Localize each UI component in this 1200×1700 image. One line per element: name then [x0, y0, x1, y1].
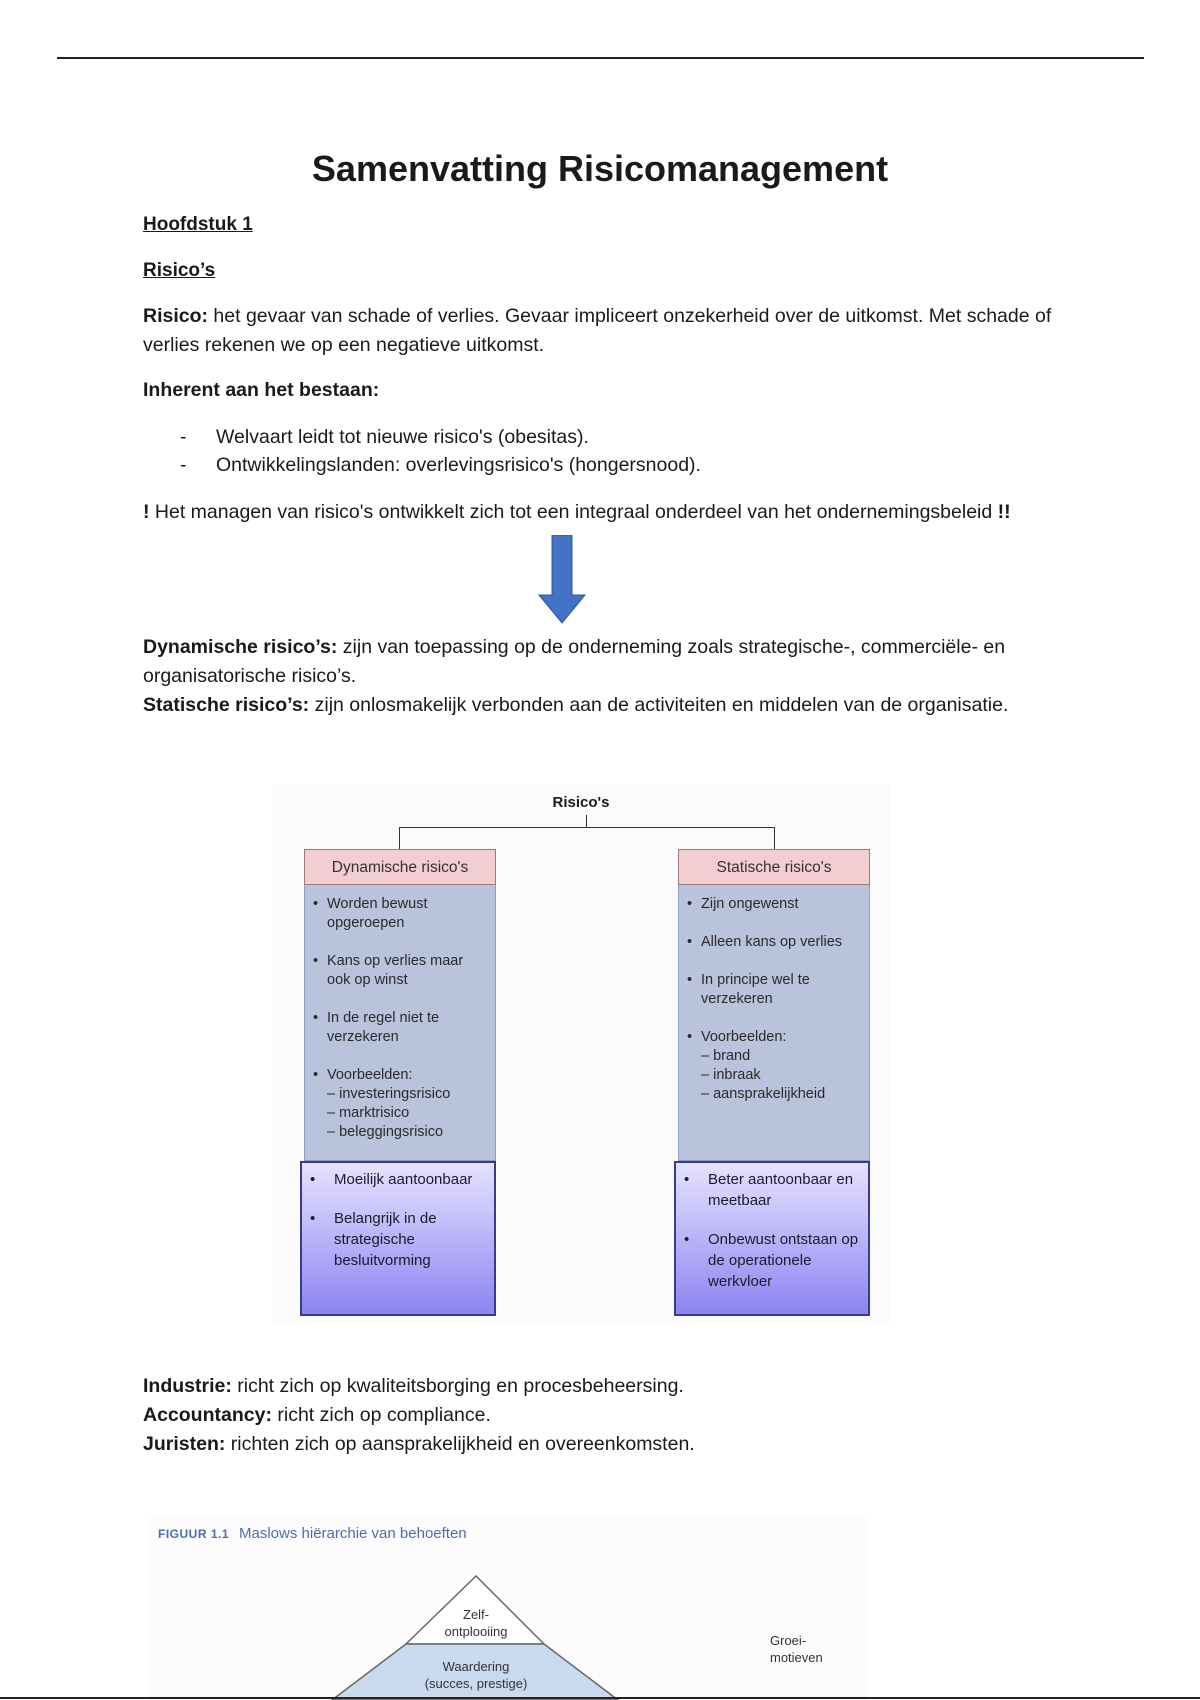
down-arrow-icon — [537, 535, 587, 625]
connector-line — [774, 827, 775, 849]
item-text: Belangrijk in de strategische besluitvorming — [334, 1210, 437, 1269]
static-body — [678, 885, 870, 1161]
list-item — [313, 1009, 487, 1047]
tier-esteem: Waardering (succes, prestige) — [424, 1659, 528, 1691]
focus-term: Juristen: — [143, 1433, 226, 1455]
item-text: Kans op verlies maar ook op winst — [327, 953, 464, 988]
list-item — [310, 1208, 486, 1271]
list-item — [687, 933, 861, 952]
bullet: • — [313, 896, 319, 912]
connector-line — [399, 827, 775, 828]
item-text: In de regel niet te verzekeren — [327, 1010, 440, 1045]
list-item-text: Ontwikkelingslanden: overlevingsrisico's (hongersnood). — [216, 454, 701, 476]
page-title: Samenvatting Risicomanagement — [311, 148, 889, 189]
bullet: • — [684, 1231, 690, 1248]
connector-line — [586, 815, 587, 827]
item-text: Beter aantoonbaar en meetbaar — [708, 1171, 854, 1209]
list-item — [310, 1169, 486, 1190]
list-item — [687, 971, 861, 1009]
item-text: Alleen kans op verlies — [701, 934, 843, 950]
bullet: • — [687, 896, 693, 912]
bullet: • — [687, 1029, 693, 1045]
list-item — [313, 1066, 487, 1142]
header-rule — [57, 57, 1144, 59]
dynamic-extra — [300, 1161, 496, 1316]
item-text: Worden bewust opgeroepen — [327, 896, 428, 931]
bullet: • — [687, 972, 693, 988]
item-text: Zijn ongewenst — [701, 896, 799, 912]
bullet-dash: - — [180, 454, 187, 476]
list-item — [313, 952, 487, 990]
focus-text: richten zich op aansprakelijkheid en overeenkomsten. — [225, 1433, 695, 1455]
bullet: • — [313, 953, 319, 969]
focus-term: Industrie: — [143, 1375, 232, 1397]
inherent-list — [180, 423, 701, 479]
statement-suffix: !! — [997, 501, 1011, 523]
bullet: • — [310, 1210, 316, 1227]
dynamic-text: zijn van toepassing op de onderneming zoals strategische-, commerciële- en organisatorische risico’s. — [143, 636, 1006, 687]
list-item-text: Welvaart leidt tot nieuwe risico's (obesitas). — [216, 426, 589, 448]
bullet: • — [684, 1171, 690, 1188]
dynamic-term: Dynamische risico’s: — [143, 636, 338, 658]
static-text: zijn onlosmakelijk verbonden aan de activiteiten en middelen van de organisatie. — [309, 694, 1009, 716]
focus-industry — [143, 1372, 1083, 1401]
statement-text: Het managen van risico's ontwikkelt zich tot een integraal onderdeel van het ondernemingsbeleid — [149, 501, 998, 523]
focus-text: richt zich op compliance. — [271, 1404, 491, 1426]
bullet-dash: - — [180, 426, 187, 448]
dynamic-header: Dynamische risico's — [304, 849, 496, 885]
statement-prefix: ! — [143, 501, 150, 523]
dynamic-definition — [143, 633, 1083, 691]
list-item — [684, 1229, 860, 1292]
item-text: Onbewust ontstaan op de operationele werkvloer — [708, 1231, 859, 1290]
risk-diagram — [272, 785, 890, 1325]
definition-text: het gevaar van schade of verlies. Gevaar impliceert onzekerheid over de uitkomst. Met schade of verlies rekenen we op een negatieve uitkomst. — [143, 305, 1052, 356]
focus-term: Accountancy: — [143, 1404, 272, 1426]
dynamic-column — [304, 849, 496, 1316]
tier-self-actualization: Zelf- ontplooiing — [444, 1607, 508, 1639]
bullet: • — [310, 1171, 316, 1188]
item-text: In principe wel te verzekeren — [701, 972, 810, 1007]
diagram-root-label: Risico's — [552, 794, 610, 811]
list-item — [313, 895, 487, 933]
maslow-figure — [148, 1518, 868, 1700]
risk-definition — [143, 302, 1083, 360]
bullet: • — [687, 934, 693, 950]
connector-line — [399, 827, 400, 849]
dynamic-body — [304, 885, 496, 1161]
footer-rule — [0, 1697, 1200, 1699]
definition-term: Risico: — [143, 305, 209, 327]
static-extra — [674, 1161, 870, 1316]
item-text: Moeilijk aantoonbaar — [334, 1171, 473, 1188]
item-text: Voorbeelden: – investeringsrisico – marktrisico – beleggingsrisico — [327, 1067, 451, 1140]
list-item — [684, 1169, 860, 1211]
focus-accountancy — [143, 1401, 1083, 1430]
inherent-heading-text: Inherent aan het bestaan: — [143, 379, 380, 401]
section-heading — [143, 256, 1083, 285]
static-term: Statische risico’s: — [143, 694, 310, 716]
list-item — [180, 423, 701, 451]
list-item — [180, 451, 701, 479]
focus-lawyers — [143, 1430, 1083, 1459]
list-item — [687, 1028, 861, 1104]
key-statement — [143, 498, 1083, 527]
chapter-heading — [143, 210, 1083, 239]
bullet: • — [313, 1010, 319, 1026]
section-label: Risico’s — [143, 260, 216, 281]
chapter-label: Hoofdstuk 1 — [143, 214, 253, 235]
static-column — [678, 849, 870, 1316]
bullet: • — [313, 1067, 319, 1083]
focus-text: richt zich op kwaliteitsborging en procesbeheersing. — [231, 1375, 684, 1397]
static-header: Statische risico's — [678, 849, 870, 885]
figure-title: Maslows hiërarchie van behoeften — [239, 1525, 467, 1542]
inherent-heading — [143, 376, 1083, 405]
item-text: Voorbeelden: – brand – inbraak – aansprakelijkheid — [701, 1029, 826, 1102]
list-item — [687, 895, 861, 914]
figure-number: FIGUUR 1.1 — [158, 1527, 230, 1541]
growth-motives-label: Groei- motieven — [770, 1633, 823, 1665]
static-definition — [143, 691, 1083, 720]
